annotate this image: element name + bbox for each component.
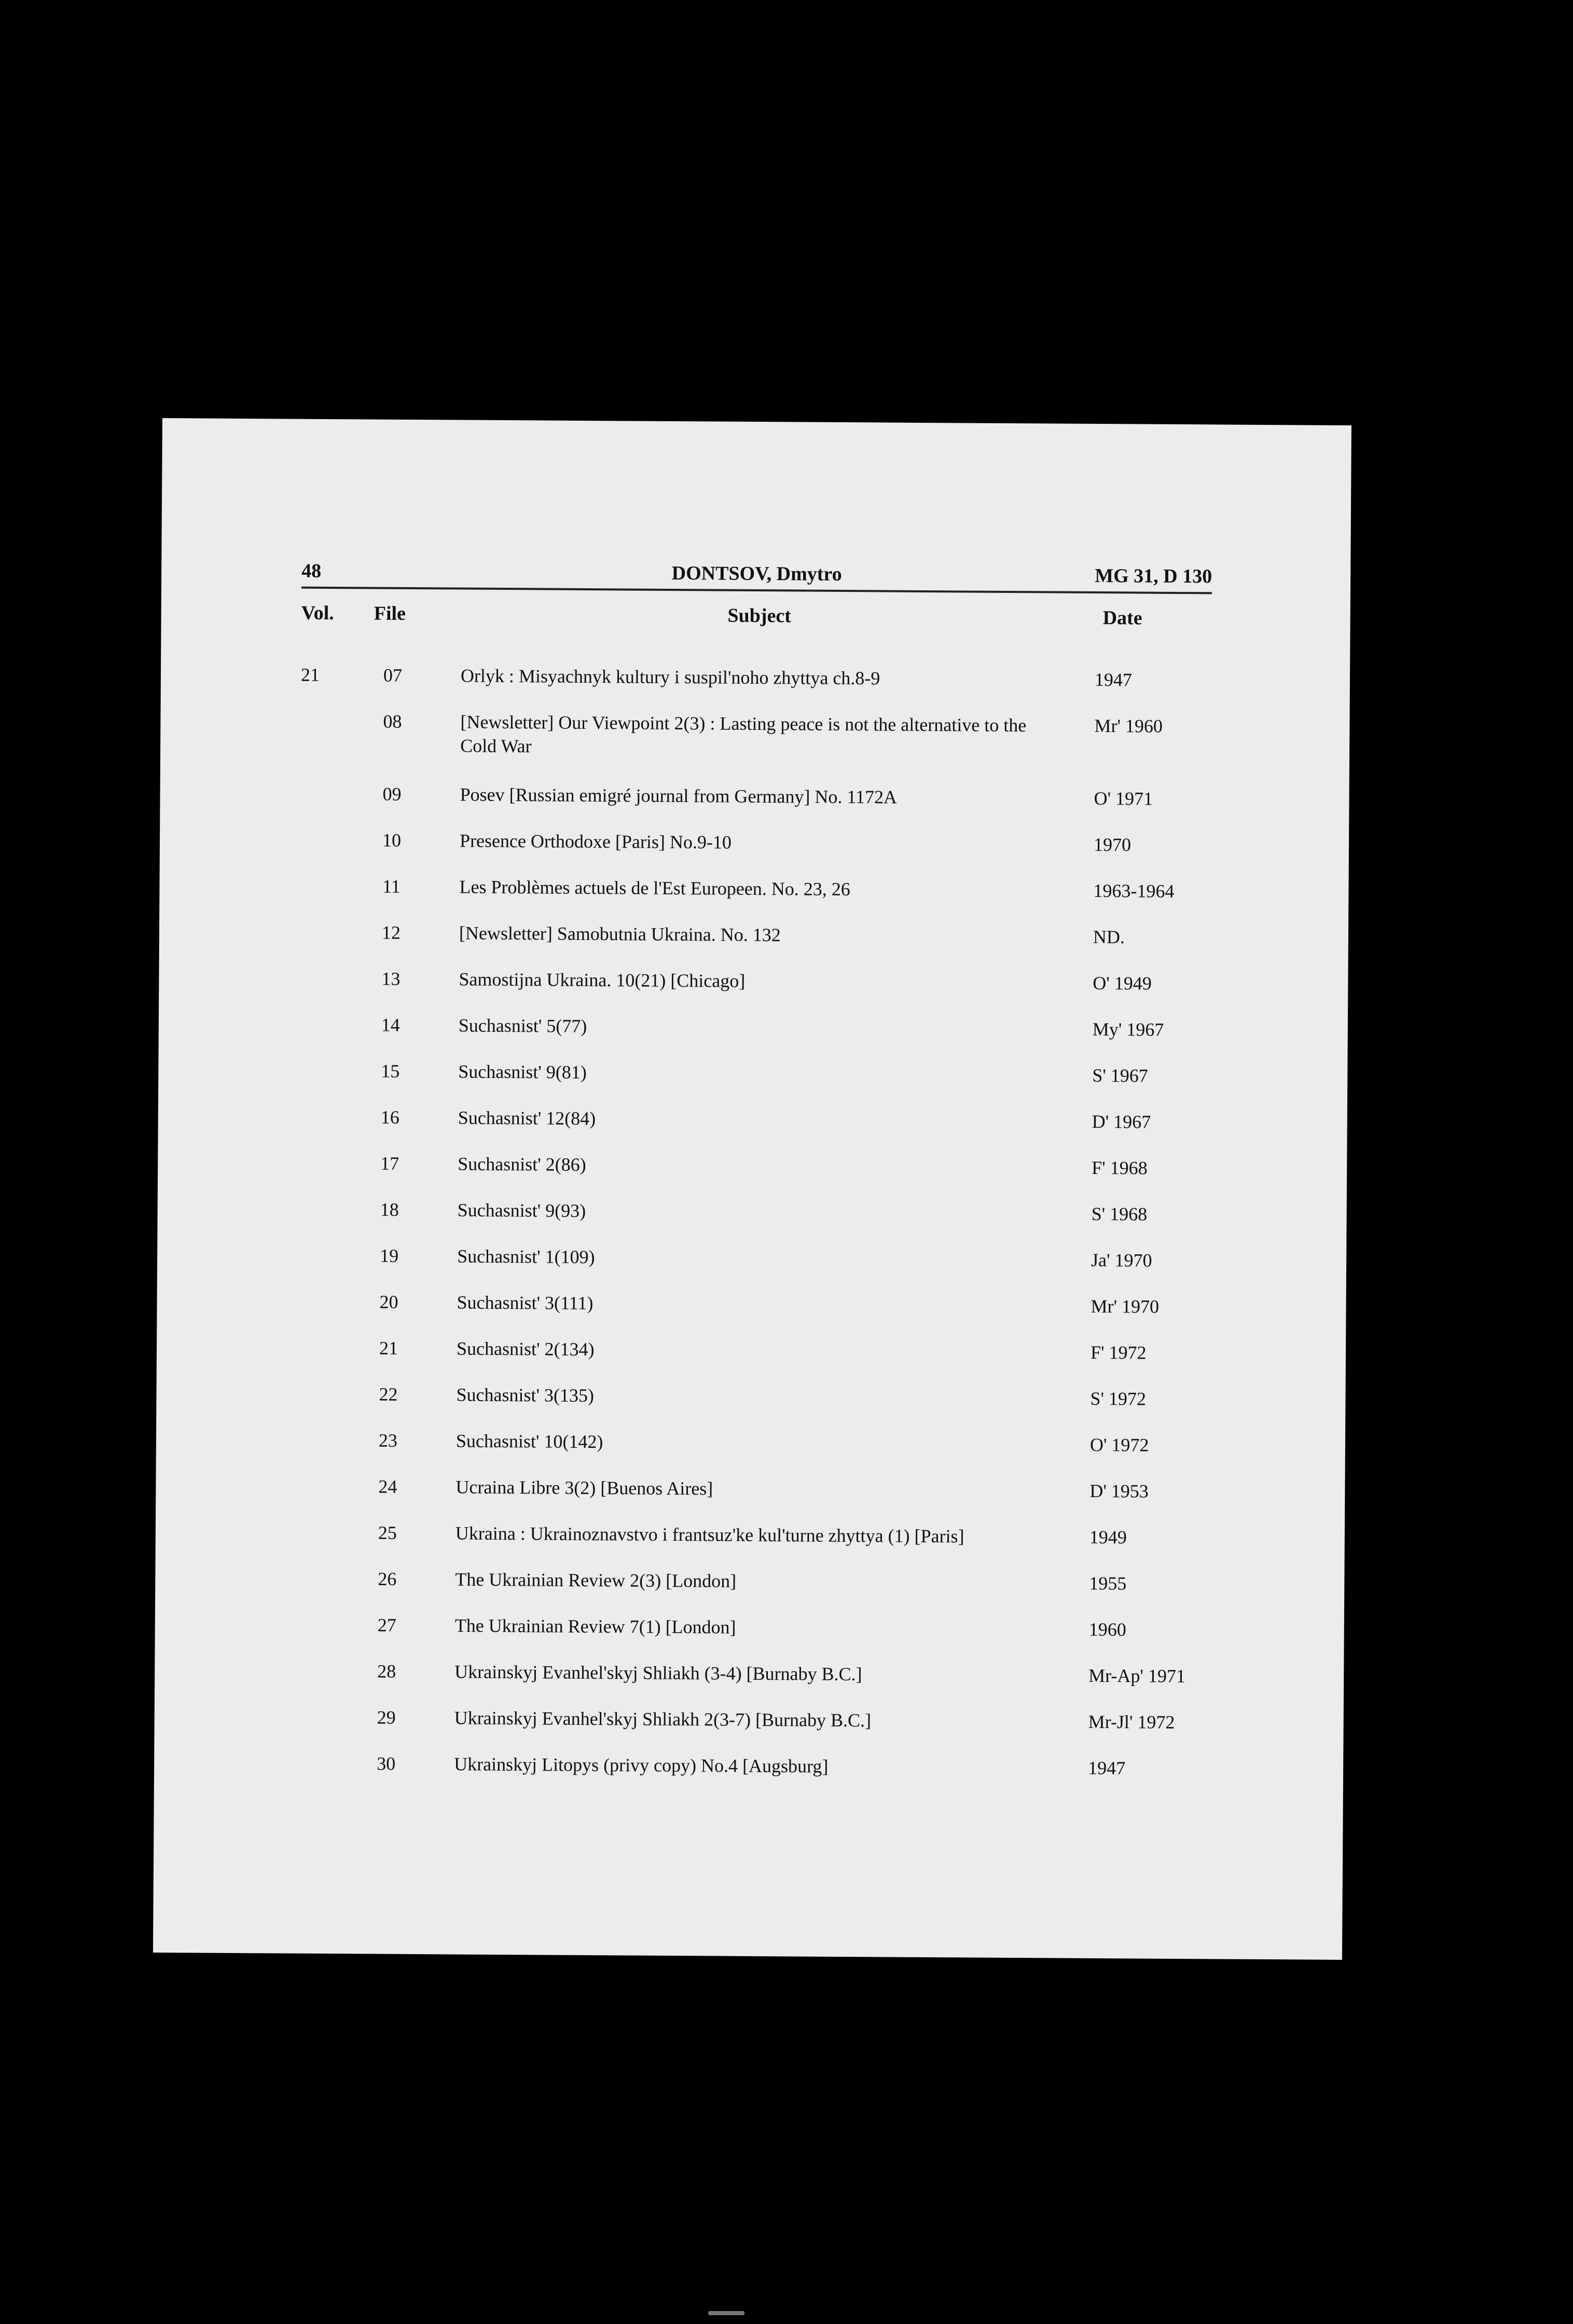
subject-cell: Samostijna Ukraina. 10(21) [Chicago] <box>459 969 746 991</box>
date-cell: S' 1972 <box>1090 1388 1147 1409</box>
list-item <box>156 1381 1346 1434</box>
date-cell: Mr' 1970 <box>1091 1295 1160 1317</box>
subject-cell: Suchasnist' 2(134) <box>456 1338 595 1360</box>
date-cell: 1960 <box>1088 1619 1126 1640</box>
date-cell: S' 1967 <box>1092 1064 1148 1086</box>
file-cell: 09 <box>382 783 402 805</box>
file-cell: 24 <box>378 1476 397 1497</box>
subject-cell: Ukraina : Ukrainoznavstvo i frantsuz'ke kul'turne zhyttya (1) [Paris] <box>455 1523 964 1547</box>
file-cell: 27 <box>377 1614 396 1636</box>
file-cell: 25 <box>378 1522 397 1543</box>
subject-cell: Suchasnist' 12(84) <box>458 1107 596 1129</box>
file-cell: 12 <box>381 922 401 943</box>
date-cell: Mr-Jl' 1972 <box>1088 1711 1175 1733</box>
subject-cell: Suchasnist' 9(93) <box>457 1199 586 1222</box>
file-cell: 30 <box>377 1753 396 1774</box>
subject-cell: Suchasnist' 9(81) <box>458 1061 587 1083</box>
subject-cell: Suchasnist' 1(109) <box>457 1246 595 1268</box>
date-cell: My' 1967 <box>1092 1018 1164 1040</box>
subject-cell: Presence Orthodoxe [Paris] No.9-10 <box>459 830 732 853</box>
list-item <box>157 1335 1346 1388</box>
subject-cell: [Newsletter] Our Viewpoint 2(3) : Lasting peace is not the alternative to the Cold War <box>460 711 1027 757</box>
list-item <box>157 1289 1346 1342</box>
date-cell: 1947 <box>1088 1757 1126 1779</box>
list-item <box>157 1196 1347 1250</box>
date-cell: 1970 <box>1093 834 1132 855</box>
subject-cell: Suchasnist' 2(86) <box>458 1153 586 1175</box>
date-cell: O' 1949 <box>1093 972 1152 994</box>
file-cell: 26 <box>378 1568 397 1589</box>
column-header-subject: Subject <box>727 604 792 627</box>
file-cell: 28 <box>377 1661 396 1682</box>
subject-cell: Ukrainskyj Litopys (privy copy) No.4 [Augsburg] <box>454 1753 829 1777</box>
list-item <box>155 1519 1345 1573</box>
list-item <box>158 1104 1347 1157</box>
subject-cell: Suchasnist' 3(135) <box>456 1384 595 1406</box>
date-cell: O' 1972 <box>1089 1434 1149 1456</box>
file-cell: 07 <box>383 665 403 686</box>
list-item <box>160 781 1349 834</box>
subject-cell: Orlyk : Misyachnyk kultury i suspil'noho zhyttya ch.8-9 <box>460 665 880 689</box>
list-item <box>155 1612 1344 1665</box>
subject-cell: Ucraina Libre 3(2) [Buenos Aires] <box>456 1476 713 1499</box>
page-header <box>301 556 1212 594</box>
file-cell: 13 <box>381 968 401 989</box>
file-cell: 16 <box>380 1106 399 1128</box>
file-cell: 14 <box>381 1014 400 1035</box>
file-cell: 20 <box>379 1291 398 1312</box>
date-cell: 1947 <box>1094 669 1133 690</box>
subject-cell: Suchasnist' 5(77) <box>458 1015 587 1037</box>
subject-cell: Suchasnist' 10(142) <box>456 1430 603 1453</box>
file-cell: 15 <box>381 1060 400 1082</box>
list-item <box>158 1012 1348 1065</box>
date-cell: Mr' 1960 <box>1094 715 1163 737</box>
list-item <box>158 1058 1348 1111</box>
file-cell: 21 <box>379 1337 398 1359</box>
date-cell: O' 1971 <box>1094 787 1153 809</box>
file-cell: 11 <box>382 876 401 897</box>
list-item <box>161 662 1350 715</box>
list-item <box>160 827 1349 880</box>
subject-cell: The Ukrainian Review 7(1) [London] <box>454 1615 736 1638</box>
list-item <box>156 1427 1346 1481</box>
scan-artifact <box>708 2311 744 2315</box>
list-item <box>155 1658 1344 1711</box>
file-cell: 18 <box>380 1199 399 1220</box>
subject-cell: Posev [Russian emigré journal from Germany] No. 1172A <box>460 784 898 808</box>
date-cell: Ja' 1970 <box>1091 1249 1152 1271</box>
file-cell: 10 <box>382 829 402 851</box>
date-cell: ND. <box>1093 926 1125 948</box>
file-cell: 23 <box>378 1430 398 1451</box>
list-item <box>156 1473 1345 1527</box>
file-cell: 08 <box>383 711 402 732</box>
column-header-vol: Vol. <box>301 602 334 625</box>
column-header-file: File <box>374 602 406 625</box>
document-page <box>153 418 1351 1960</box>
date-cell: F' 1968 <box>1092 1157 1148 1179</box>
date-cell: F' 1972 <box>1090 1341 1147 1363</box>
file-cell: 17 <box>380 1153 399 1174</box>
list-item <box>155 1566 1345 1619</box>
list-item <box>157 1242 1347 1296</box>
subject-cell: Ukrainskyj Evanhel'skyj Shliakh (3-4) [Burnaby B.C.] <box>454 1661 862 1685</box>
list-item <box>159 919 1349 973</box>
date-cell: S' 1968 <box>1091 1203 1148 1225</box>
subject-cell: Ukrainskyj Evanhel'skyj Shliakh 2(3-7) [Burnaby B.C.] <box>454 1707 872 1731</box>
date-cell: D' 1967 <box>1092 1111 1151 1132</box>
file-list <box>154 662 1350 1804</box>
list-item <box>158 1150 1347 1204</box>
reference-number: MG 31, D 130 <box>1095 564 1212 588</box>
vol-cell: 21 <box>300 664 320 685</box>
date-cell: 1963-1964 <box>1093 880 1175 902</box>
date-cell: 1955 <box>1089 1572 1127 1594</box>
date-cell: D' 1953 <box>1089 1480 1149 1502</box>
file-cell: 19 <box>380 1245 399 1266</box>
date-cell: 1949 <box>1089 1526 1127 1548</box>
page-title: DONTSOV, Dmytro <box>671 562 842 586</box>
date-cell: Mr-Ap' 1971 <box>1088 1665 1186 1687</box>
file-cell: 22 <box>379 1384 398 1405</box>
page-number: 48 <box>301 560 322 582</box>
subject-cell: Suchasnist' 3(111) <box>457 1292 594 1314</box>
column-header-date: Date <box>1102 607 1142 629</box>
list-item <box>159 873 1349 926</box>
list-item <box>160 708 1350 788</box>
file-cell: 29 <box>377 1707 396 1728</box>
subject-cell: [Newsletter] Samobutnia Ukraina. No. 132 <box>459 922 781 946</box>
list-item <box>154 1750 1344 1804</box>
list-item <box>154 1704 1344 1758</box>
subject-cell: Les Problèmes actuels de l'Est Europeen. No. 23, 26 <box>459 876 850 900</box>
subject-cell: The Ukrainian Review 2(3) [London] <box>455 1569 737 1592</box>
list-item <box>159 965 1348 1019</box>
